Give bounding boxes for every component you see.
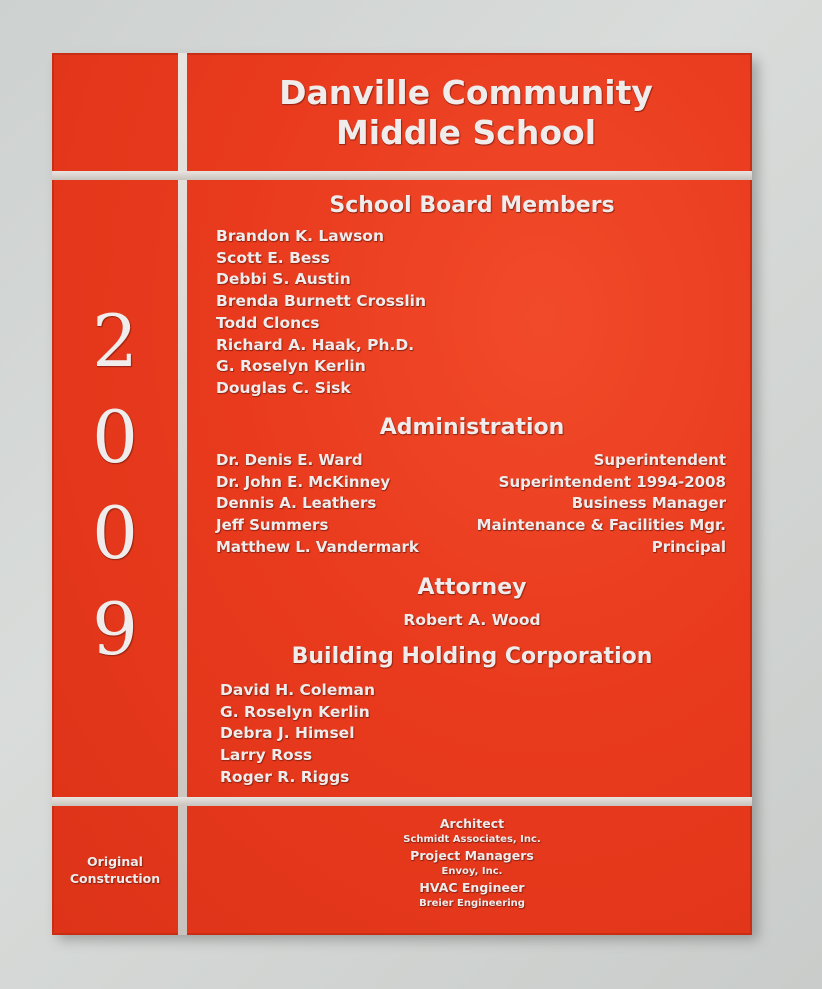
board-member-list [216, 226, 426, 400]
building-corp-member: David H. Coleman [220, 681, 375, 699]
credit-firm: Breier Engineering [419, 898, 525, 909]
building-corp-member: G. Roselyn Kerlin [220, 702, 370, 721]
administrator-name: Jeff Summers [216, 516, 329, 535]
administrator-title: Superintendent [593, 451, 726, 469]
board-heading: School Board Members [329, 193, 615, 218]
administration-heading: Administration [379, 415, 565, 440]
plaque-title [192, 73, 740, 153]
year-digit: 0 [92, 395, 138, 479]
board-member: G. Roselyn Kerlin [216, 357, 366, 376]
administrator-title: Principal [651, 537, 726, 556]
administration-list [216, 450, 726, 559]
attorney-name: Robert A. Wood [403, 611, 541, 629]
board-member: Richard A. Haak, Ph.D. [216, 335, 415, 354]
original-construction-line-1: Original [87, 854, 143, 869]
administrator-title: Maintenance & Facilities Mgr. [476, 516, 726, 535]
top-horizontal-divider [52, 171, 752, 180]
year-digit: 9 [92, 587, 138, 671]
credit-role: Architect [439, 816, 505, 831]
board-member: Debbi S. Austin [216, 270, 351, 289]
administrator-name: Dr. John E. McKinney [216, 472, 391, 491]
attorney-heading: Attorney [417, 575, 527, 600]
administrator-name: Matthew L. Vandermark [216, 537, 419, 556]
board-member: Brenda Burnett Crosslin [216, 292, 426, 311]
year [52, 293, 178, 677]
board-member: Scott E. Bess [216, 248, 330, 267]
administration-row [216, 450, 726, 472]
year-digit: 2 [92, 299, 138, 383]
credit-role: HVAC Engineer [419, 880, 525, 895]
original-construction-line-2: Construction [69, 871, 161, 886]
title-line-1: Danville Community [279, 73, 653, 112]
board-member: Todd Cloncs [216, 313, 320, 332]
credit-role: Project Managers [410, 848, 534, 863]
bottom-horizontal-divider [52, 797, 752, 806]
building-corp-member: Larry Ross [220, 746, 313, 765]
administration-row [216, 515, 726, 537]
building-corp-member: Debra J. Himsel [220, 724, 355, 743]
building-corp-list [220, 680, 375, 789]
administrator-title: Business Manager [571, 494, 726, 513]
year-digit: 0 [92, 491, 138, 575]
credit-firm: Schmidt Associates, Inc. [403, 834, 541, 845]
administration-row [216, 537, 726, 559]
original-construction-label [52, 853, 178, 887]
administration-row [216, 472, 726, 494]
administrator-name: Dr. Denis E. Ward [216, 451, 363, 469]
building-corp-member: Roger R. Riggs [220, 767, 350, 786]
credit-firm: Envoy, Inc. [441, 866, 503, 877]
administration-row [216, 493, 726, 515]
administrator-name: Dennis A. Leathers [216, 494, 377, 513]
construction-credits [192, 815, 752, 911]
board-member: Douglas C. Sisk [216, 378, 351, 397]
building-corp-heading: Building Holding Corporation [291, 644, 653, 669]
administrator-title: Superintendent 1994-2008 [498, 472, 726, 491]
title-line-2: Middle School [335, 113, 597, 152]
board-member: Brandon K. Lawson [216, 227, 384, 245]
dedication-plaque [52, 53, 752, 935]
